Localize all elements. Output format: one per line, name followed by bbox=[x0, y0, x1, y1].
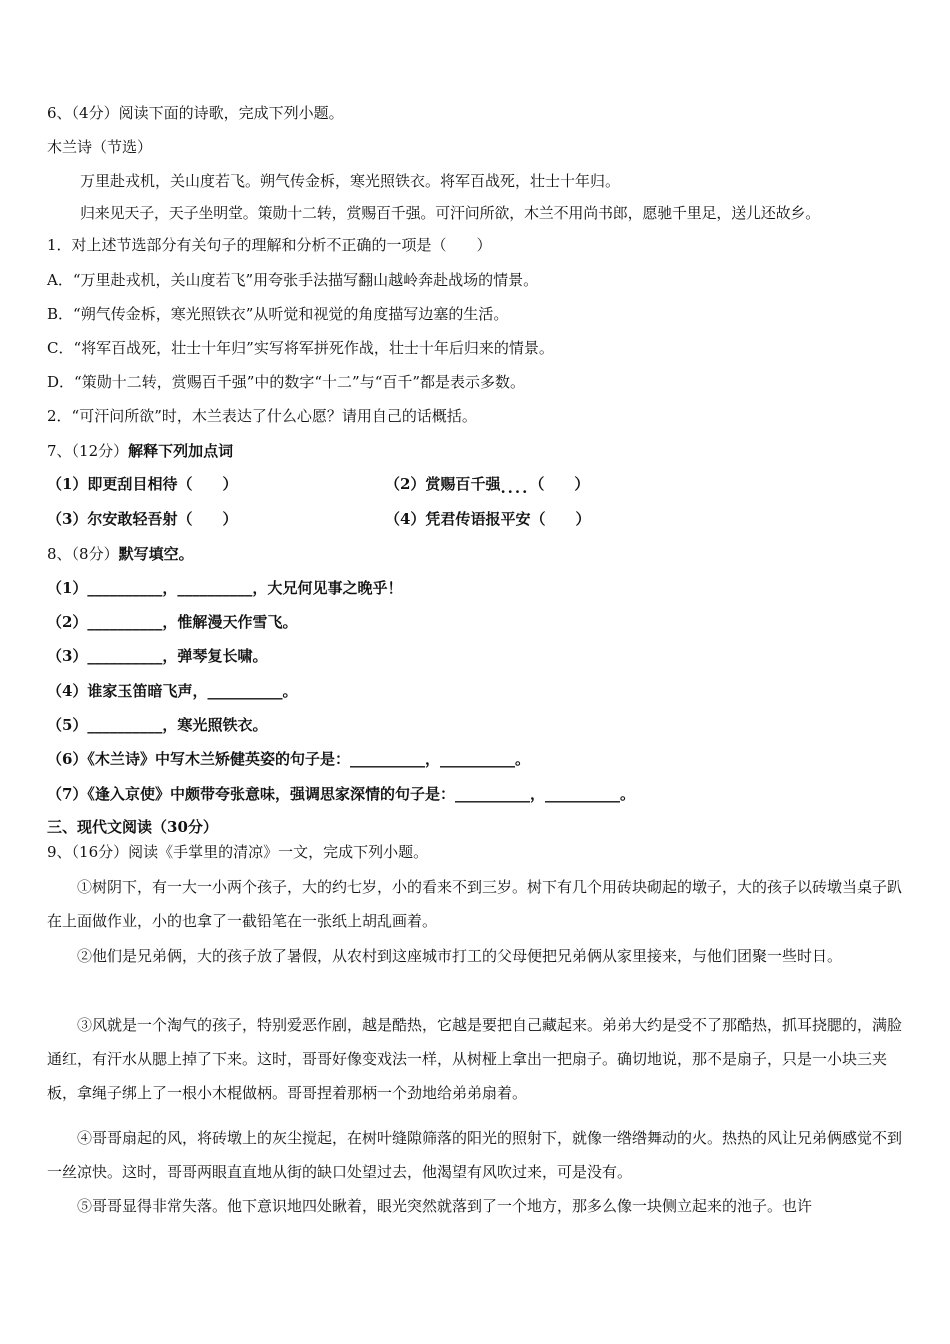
q8-line-6: （6）《木兰诗》中写木兰矫健英姿的句子是：__________，__________。 bbox=[47, 750, 530, 768]
emphasis-dots: .... bbox=[500, 479, 530, 497]
paragraph-2: ②他们是兄弟俩，大的孩子放了暑假，从农村到这座城市打工的父母便把兄弟俩从家里接来，与他们团聚一些时日。 bbox=[77, 947, 843, 965]
q7-item-4: （4）凭君传语报平安（ ） bbox=[385, 510, 591, 528]
q8-prefix: 8、（8分） bbox=[47, 545, 119, 563]
option-a: A．“万里赴戎机，关山度若飞”用夸张手法描写翻山越岭奔赴战场的情景。 bbox=[47, 271, 539, 289]
q7-item-2 bbox=[385, 474, 590, 497]
q7-heading bbox=[47, 441, 907, 461]
poem-line-2: 归来见天子，天子坐明堂。策勋十二转，赏赐百千强。可汗问所欲，木兰不用尚书郎，愿驰千里足，送儿还故乡。 bbox=[80, 204, 821, 222]
q7-item-3: （3）尔安敢轻吾射（ ） bbox=[47, 510, 238, 528]
paragraph-5: ⑤哥哥显得非常失落。他下意识地四处瞅着，眼光突然就落到了一个地方，那多么像一块侧立起来的池子。也许 bbox=[77, 1197, 813, 1215]
paragraph-4: ④哥哥扇起的风，将砖墩上的灰尘搅起，在树叶缝隙筛落的阳光的照射下，就像一绺绺舞动的火。热热的风让兄弟俩感觉不到一丝凉快。这时，哥哥两眼直直地从街的缺口处望过去，他渴望有风吹过来，可是没有。 bbox=[47, 1129, 903, 1181]
q7-item-2-blank: （ ） bbox=[529, 475, 590, 493]
q8-line-2: （2）__________，惟解漫天作雪飞。 bbox=[47, 613, 298, 631]
q9-heading: 9、（16分）阅读《手掌里的清凉》一文，完成下列小题。 bbox=[47, 843, 429, 861]
q7-title: 解释下列加点词 bbox=[128, 442, 234, 460]
q7-row-2 bbox=[47, 509, 907, 529]
q7-item-2-text: （2）赏赐百千强 bbox=[385, 475, 501, 493]
option-d: D．“策勋十二转，赏赐百千强”中的数字“十二”与“百千”都是表示多数。 bbox=[47, 373, 526, 391]
q7-item-1: （1）即更刮目相待（ ） bbox=[47, 475, 238, 493]
paragraph-3: ③风就是一个淘气的孩子，特别爱恶作剧，越是酷热，它越是要把自己藏起来。弟弟大约是受不了那酷热，抓耳挠腮的，满脸通红，有汗水从腮上掉了下来。这时，哥哥好像变戏法一样，从树桠上拿出一把扇子。确切地说，那不是扇子，只是一小块三夹板，拿绳子绑上了一根小木棍做柄。哥哥捏着那柄一个劲地给弟弟扇着。 bbox=[47, 1016, 903, 1102]
q6-sub-question-2: 2．“可汗问所欲”时，木兰表达了什么心愿？请用自己的话概括。 bbox=[47, 407, 477, 425]
poem-line-1: 万里赴戎机，关山度若飞。朔气传金柝，寒光照铁衣。将军百战死，壮士十年归。 bbox=[80, 172, 621, 190]
section-3-heading: 三、现代文阅读（30分） bbox=[47, 818, 218, 836]
q8-title: 默写填空。 bbox=[118, 545, 194, 563]
q8-line-1: （1）__________，__________，大兄何见事之晚乎！ bbox=[47, 579, 403, 597]
q8-line-3: （3）__________，弹琴复长啸。 bbox=[47, 647, 268, 665]
q6-sub-question-1: 1．对上述节选部分有关句子的理解和分析不正确的一项是（ ） bbox=[47, 236, 492, 254]
q8-line-7: （7）《逢入京使》中颇带夸张意味，强调思家深情的句子是：__________，__________。 bbox=[47, 785, 635, 803]
q8-line-5: （5）__________，寒光照铁衣。 bbox=[47, 716, 268, 734]
option-b: B．“朔气传金柝，寒光照铁衣”从听觉和视觉的角度描写边塞的生活。 bbox=[47, 305, 509, 323]
q8-heading bbox=[47, 544, 907, 564]
poem-title: 木兰诗（节选） bbox=[47, 138, 153, 156]
paragraph-1: ①树阴下，有一大一小两个孩子，大的约七岁，小的看来不到三岁。树下有几个用砖块砌起的墩子，大的孩子以砖墩当桌子趴在上面做作业，小的也拿了一截铅笔在一张纸上胡乱画着。 bbox=[47, 878, 903, 930]
q7-prefix: 7、（12分） bbox=[47, 442, 129, 460]
option-c: C．“将军百战死，壮士十年归”实写将军拼死作战，壮士十年后归来的情景。 bbox=[47, 339, 554, 357]
q8-line-4: （4）谁家玉笛暗飞声，__________。 bbox=[47, 682, 298, 700]
q6-heading: 6、（4分）阅读下面的诗歌，完成下列小题。 bbox=[47, 104, 344, 122]
q7-row-1 bbox=[47, 474, 907, 497]
